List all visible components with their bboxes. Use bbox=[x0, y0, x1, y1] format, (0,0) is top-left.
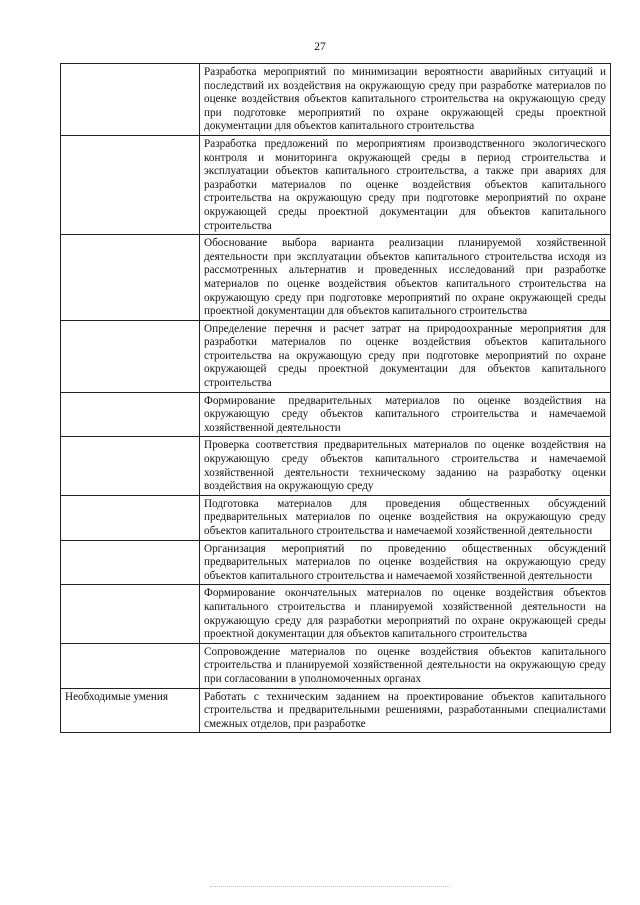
table-row bbox=[61, 437, 611, 495]
page-number: 27 bbox=[314, 41, 326, 53]
labor-action-text: Формирование окончательных материалов по оценке воздействия объектов капитального строительства и планируемой хозяйственной деятельности на окружающую среду для разработки мероприятий по охране окружающей среды проектной документации для объектов капитального строительства bbox=[204, 587, 606, 641]
labor-action-text: Проверка соответствия предварительных материалов по оценке воздействия на окружающую среду объектов капитального строительства и намечаемой хозяйственной деятельности техническому заданию на разработку оценки воздействия на окружающую среду bbox=[204, 439, 606, 493]
scan-artifact bbox=[210, 886, 450, 887]
row-label bbox=[61, 64, 200, 136]
labor-action-text: Определение перечня и расчет затрат на природоохранные мероприятия для разработки материалов по оценке воздействия объектов капитального строительства на окружающую среду при подготовке мероприятий по охране окружающей среды проектной документации для объектов капитального строительства bbox=[204, 322, 606, 390]
table-row bbox=[61, 135, 611, 234]
requirements-table bbox=[60, 63, 611, 733]
row-label bbox=[61, 585, 200, 643]
table-row bbox=[61, 688, 611, 733]
row-text bbox=[200, 64, 611, 136]
row-text bbox=[200, 540, 611, 585]
row-text bbox=[200, 392, 611, 437]
row-text bbox=[200, 135, 611, 234]
labor-action-text: Сопровождение материалов по оценке воздействия объектов капитального строительства и планируемой хозяйственной деятельности на окружающую среду при согласовании в уполномоченных органах bbox=[204, 645, 606, 685]
row-text bbox=[200, 235, 611, 321]
labor-action-text: Разработка мероприятий по минимизации вероятности аварийных ситуаций и последствий их воздействия на окружающую среду при разработке материалов по оценке воздействия объектов капитального строительства на окружающую среду при подготовке мероприятий по охране окружающей среды проектной документации для объектов капитального строительства bbox=[204, 66, 606, 133]
table-row bbox=[61, 643, 611, 688]
labor-action-text: Обоснование выбора варианта реализации планируемой хозяйственной деятельности при эксплуатации объектов капитального строительства исходя из рассмотренных альтернатив и проведенных исследований при разработке материалов по оценке воздействия объектов капитального строительства на окружающую среду при подготовке мероприятий по охране окружающей среды проектной документации для объектов капитального строительства bbox=[204, 237, 606, 318]
row-text bbox=[200, 643, 611, 688]
labor-action-text: Организация мероприятий по проведению общественных обсуждений предварительных материалов по оценке воздействия на окружающую среду объектов капитального строительства и намечаемой хозяйственной деятельности bbox=[204, 542, 606, 582]
table-row bbox=[61, 320, 611, 392]
row-label bbox=[61, 320, 200, 392]
table-row bbox=[61, 392, 611, 437]
row-label bbox=[61, 235, 200, 321]
table-row bbox=[61, 540, 611, 585]
table-row bbox=[61, 64, 611, 136]
row-text bbox=[200, 585, 611, 643]
labor-action-text: Разработка предложений по мероприятиям производственного экологического контроля и мониторинга окружающей среды в период строительства и эксплуатации объектов капитального строительства, а также при авариях для разработки материалов по оценке воздействия объектов капитального строительства на окружающую среду при подготовке мероприятий по охране окружающей среды проектной документации для объектов капитального строительства bbox=[204, 137, 606, 232]
row-label: Необходимые умения bbox=[61, 688, 200, 733]
table-row bbox=[61, 495, 611, 540]
row-label bbox=[61, 135, 200, 234]
row-label bbox=[61, 437, 200, 495]
row-label bbox=[61, 392, 200, 437]
row-text bbox=[200, 495, 611, 540]
row-label bbox=[61, 495, 200, 540]
table-body bbox=[61, 64, 611, 733]
row-label bbox=[61, 540, 200, 585]
row-text bbox=[200, 320, 611, 392]
labor-action-text: Формирование предварительных материалов по оценке воздействия на окружающую среду объектов капитального строительства и намечаемой хозяйственной деятельности bbox=[204, 394, 606, 434]
row-text bbox=[200, 688, 611, 733]
row-text bbox=[200, 437, 611, 495]
row-label bbox=[61, 643, 200, 688]
labor-action-text: Подготовка материалов для проведения общественных обсуждений предварительных материалов по оценке воздействия на окружающую среду объектов капитального строительства и намечаемой хозяйственной деятельности bbox=[204, 497, 606, 537]
table-row bbox=[61, 235, 611, 321]
labor-action-text: Работать с техническим заданием на проектирование объектов капитального строительства и предварительными решениями, разработанными специалистами смежных отделов, при разработке bbox=[204, 690, 606, 730]
table-row bbox=[61, 585, 611, 643]
